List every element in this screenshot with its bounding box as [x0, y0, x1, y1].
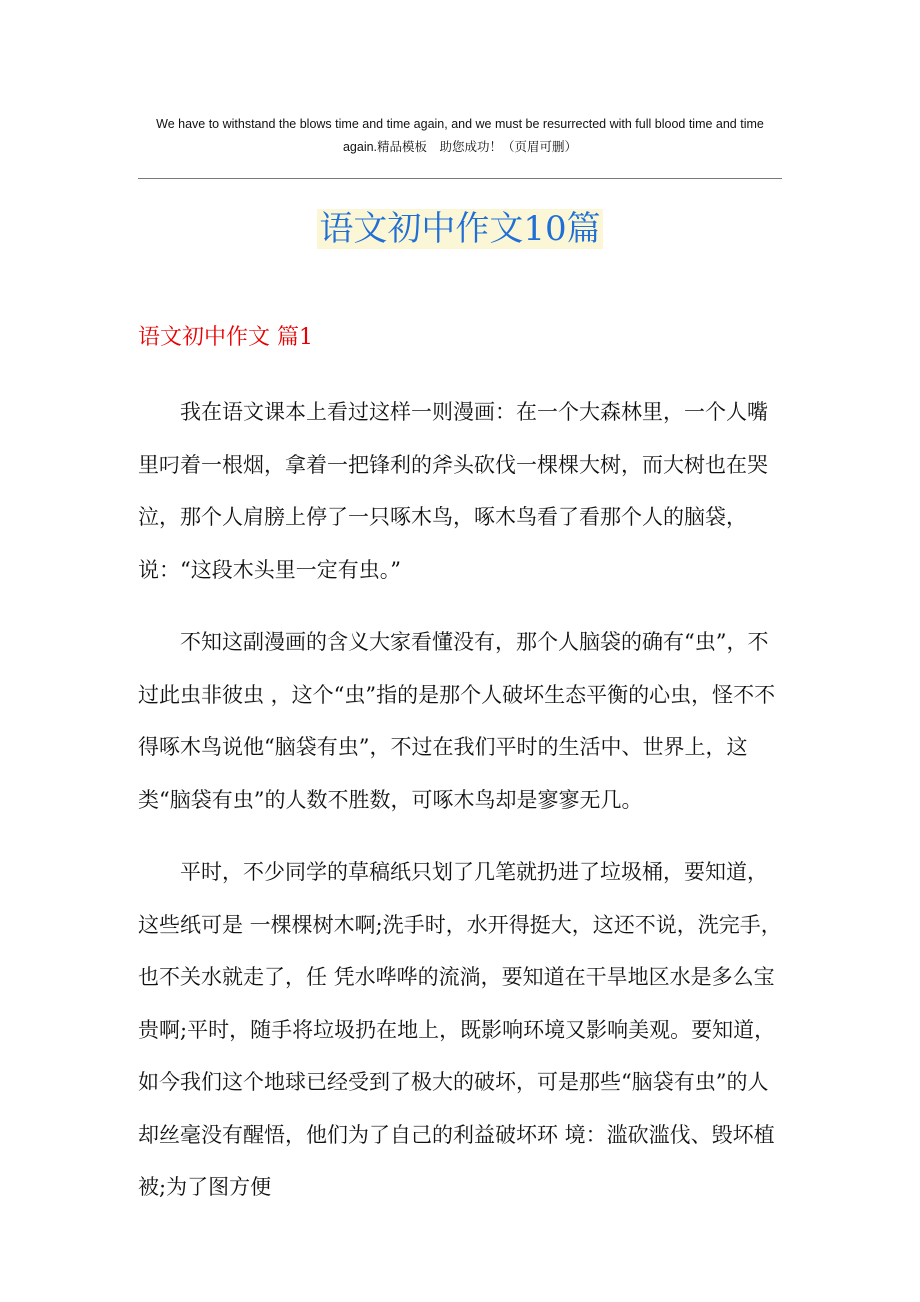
document-title-text: 语文初中作文10篇 [319, 209, 601, 249]
header-divider [138, 178, 782, 179]
document-title [0, 204, 920, 254]
paragraph-1: 我在语文课本上看过这样一则漫画：在一个大森林里，一个人嘴里叼着一根烟，拿着一把锋利的斧头砍伐一棵棵大树，而大树也在哭泣，那个人肩膀上停了一只啄木鸟，啄木鸟看了看那个人的脑袋，说：“这段木头里一定有虫。” [138, 400, 768, 582]
page-header: We have to withstand the blows time and time again, and we must be resurrected with full blood time and time again.精品模板 助您成功！（页眉可删） [156, 117, 764, 154]
paragraph-3: 平时，不少同学的草稿纸只划了几笔就扔进了垃圾桶，要知道，这些纸可是 一棵棵树木啊;洗手时，水开得挺大，这还不说，洗完手，也不关水就走了，任 凭水哗哗的流淌，要知道在干旱地区水是多么宝贵啊;平时，随手将垃圾扔在地上，既影响环境又影响美观。要知道，如今我们这个地球已经受到了极大的破坏，可是那些“脑袋有虫”的人却丝毫没有醒悟，他们为了自己的利益破坏环 境：滥砍滥伐、毁坏植被;为了图方便 [138, 860, 782, 1199]
paragraph-2: 不知这副漫画的含义大家看懂没有，那个人脑袋的确有“虫”，不过此虫非彼虫 ，这个“虫”指的是那个人破坏生态平衡的心虫，怪不不得啄木鸟说他“脑袋有虫”，不过在我们平时的生活中、世界上，这类“脑袋有虫”的人数不胜数，可啄木鸟却是寥寥无几。 [138, 630, 776, 812]
essay-body [138, 386, 782, 1214]
section-heading: 语文初中作文 篇1 [138, 325, 313, 350]
